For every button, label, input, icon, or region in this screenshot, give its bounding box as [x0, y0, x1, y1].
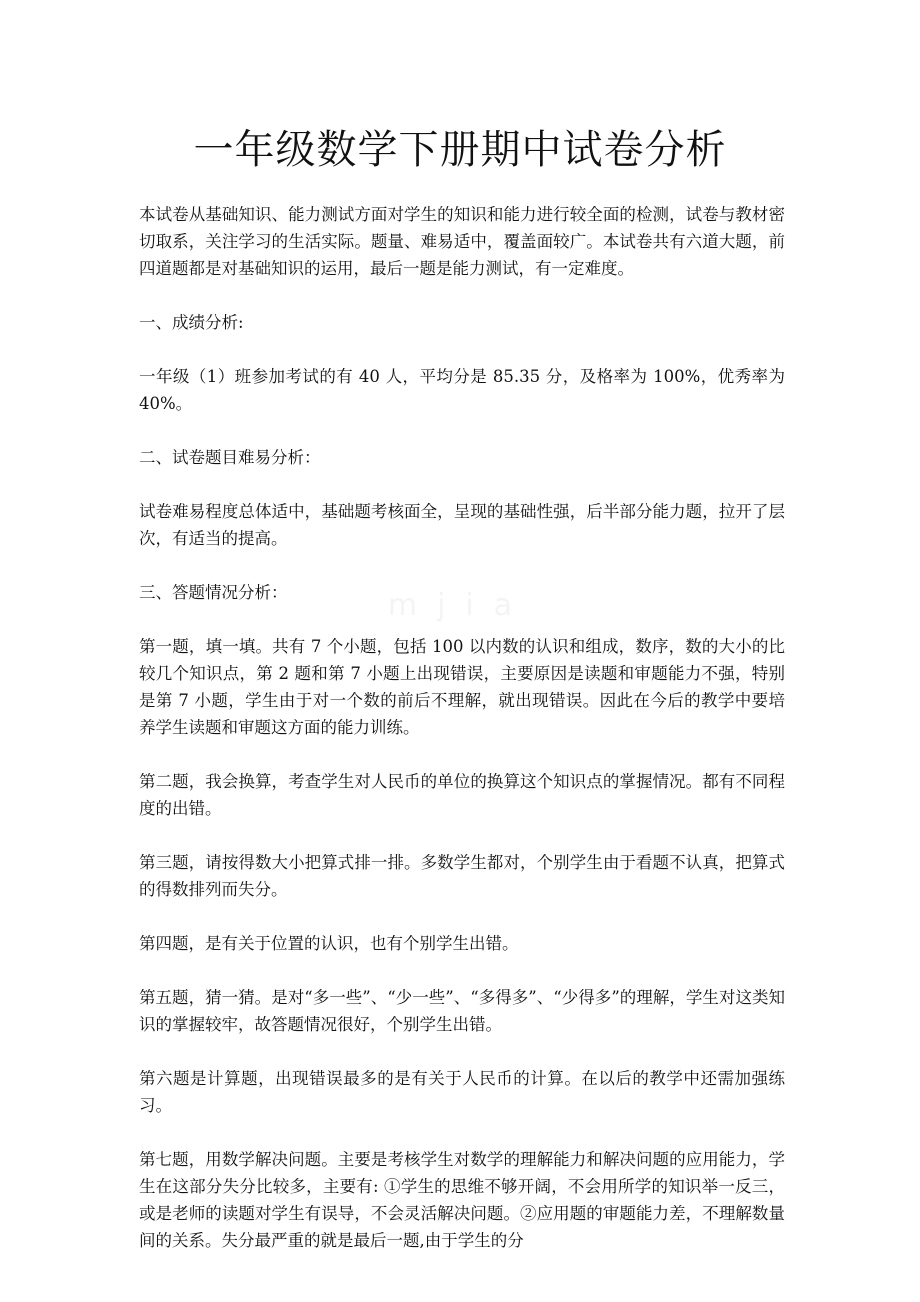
intro-paragraph: 本试卷从基础知识、能力测试方面对学生的知识和能力进行较全面的检测，试卷与教材密切取系，关注学习的生活实际。题量、难易适中，覆盖面较广。本试卷共有六道大题，前四道题都是对基础知识的运用，最后一题是能力测试，有一定难度。: [139, 205, 785, 278]
section-heading-difficulty-analysis: 二、试卷题目难易分析：: [139, 448, 321, 467]
question-6-paragraph: 第六题是计算题，出现错误最多的是有关于人民币的计算。在以后的教学中还需加强练习。: [139, 1069, 785, 1115]
question-2-paragraph: 第二题，我会换算，考查学生对人民币的单位的换算这个知识点的掌握情况。都有不同程度的出错。: [139, 772, 785, 818]
watermark: mjia: [387, 588, 533, 623]
question-7-paragraph: 第七题，用数学解决问题。主要是考核学生对数学的理解能力和解决问题的应用能力，学生在这部分失分比较多，主要有: ①学生的思维不够开阔，不会用所学的知识举一反三，或是老师的读题对学生有误导，不会灵活解决问题。②应用题的审题能力差，不理解数量间的关系。失分最严重的就是最后一题,由于学生的分: [139, 1150, 785, 1250]
section-heading-answer-analysis: 三、答题情况分析：: [139, 583, 288, 602]
question-5-paragraph: 第五题，猜一猜。是对“多一些”、“少一些”、“多得多”、“少得多”的理解，学生对这类知识的掌握较牢，故答题情况很好，个别学生出错。: [139, 988, 785, 1034]
score-paragraph: 一年级（1）班参加考试的有 40 人，平均分是 85.35 分，及格率为 100%，优秀率为 40%。: [139, 367, 785, 413]
section-heading-score-analysis: 一、成绩分析:: [139, 313, 244, 332]
page-title: 一年级数学下册期中试卷分析: [193, 127, 727, 173]
question-3-paragraph: 第三题，请按得数大小把算式排一排。多数学生都对，个别学生由于看题不认真，把算式的得数排列而失分。: [139, 853, 785, 899]
document-body: [139, 201, 785, 1281]
question-4-paragraph: 第四题，是有关于位置的认识，也有个别学生出错。: [139, 934, 519, 953]
question-1-paragraph: 第一题，填一填。共有 7 个小题，包括 100 以内数的认识和组成，数序，数的大小的比较几个知识点，第 2 题和第 7 小题上出现错误，主要原因是读题和审题能力不强，特别是第 7 小题，学生由于对一个数的前后不理解，就出现错误。因此在今后的教学中要培养学生读题和审题这方面的能力训练。: [139, 637, 785, 737]
difficulty-paragraph: 试卷难易程度总体适中，基础题考核面全，呈现的基础性强，后半部分能力题，拉开了层次，有适当的提高。: [139, 502, 785, 548]
